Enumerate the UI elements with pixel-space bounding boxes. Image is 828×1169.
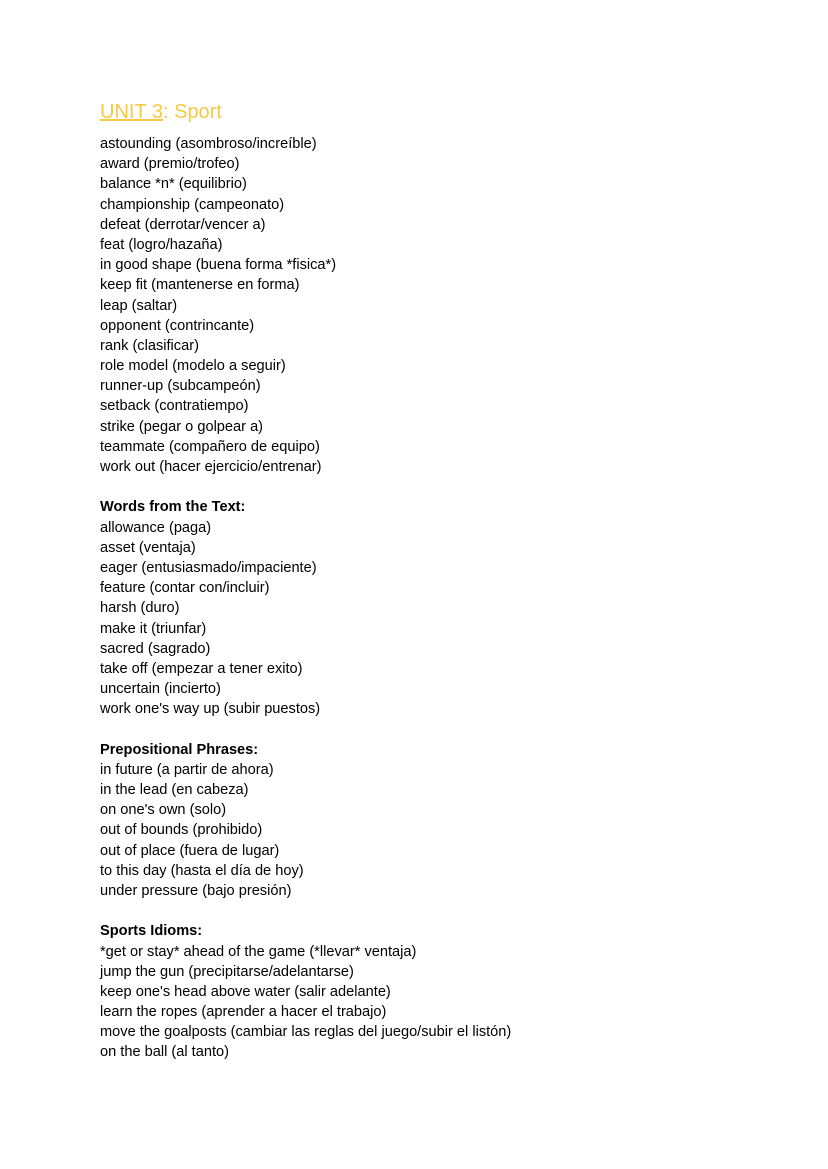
vocab-item: leap (saltar) (100, 297, 178, 314)
section-heading: Words from the Text: (100, 499, 246, 516)
words-from-text-section (100, 497, 800, 719)
idiom-item: jump the gun (precipitarse/adelantarse) (100, 963, 354, 980)
vocab-item: keep fit (mantenerse en forma) (100, 277, 300, 294)
phrase-item: to this day (hasta el día de hoy) (100, 862, 304, 879)
vocab-item: runner-up (subcampeón) (100, 378, 261, 395)
vocab-item: asset (ventaja) (100, 539, 196, 556)
vocab-item: balance *n* (equilibrio) (100, 176, 247, 193)
vocab-item: feature (contar con/incluir) (100, 580, 270, 597)
idiom-item: learn the ropes (aprender a hacer el trabajo) (100, 1004, 387, 1021)
section-heading: Sports Idioms: (100, 923, 203, 940)
vocab-item: role model (modelo a seguir) (100, 358, 286, 375)
vocab-item: take off (empezar a tener exito) (100, 660, 303, 677)
vocab-item: allowance (paga) (100, 519, 212, 536)
phrase-item: on one's own (solo) (100, 802, 227, 819)
vocab-item: harsh (duro) (100, 600, 180, 617)
vocab-item: teammate (compañero de equipo) (100, 438, 320, 455)
phrase-item: in the lead (en cabeza) (100, 782, 249, 798)
vocab-item: feat (logro/hazaña) (100, 236, 223, 253)
vocab-item: opponent (contrincante) (100, 317, 255, 334)
phrase-item: in future (a partir de ahora) (100, 761, 274, 778)
phrase-item: out of bounds (prohibido) (100, 822, 263, 839)
vocab-item: make it (triunfar) (100, 620, 207, 637)
vocab-item: defeat (derrotar/vencer a) (100, 216, 266, 233)
vocab-item: setback (contratiempo) (100, 398, 249, 415)
phrase-item: under pressure (bajo presión) (100, 882, 292, 899)
idiom-item: move the goalposts (cambiar las reglas del juego/subir el listón) (100, 1024, 512, 1041)
prepositional-phrases-section (100, 740, 800, 902)
idiom-item: *get or stay* ahead of the game (*llevar* ventaja) (100, 943, 417, 960)
unit-link[interactable]: UNIT 3 (100, 101, 163, 123)
vocabulary-section (100, 134, 800, 477)
vocab-item: uncertain (incierto) (100, 681, 221, 698)
vocab-item: award (premio/trofeo) (100, 156, 240, 173)
vocab-item: sacred (sagrado) (100, 640, 211, 657)
document-page (100, 98, 800, 1063)
idiom-item: on the ball (al tanto) (100, 1044, 229, 1061)
vocab-item: eager (entusiasmado/impaciente) (100, 559, 317, 576)
vocab-item: work out (hacer ejercicio/entrenar) (100, 459, 322, 475)
phrase-item: out of place (fuera de lugar) (100, 842, 280, 859)
title-topic: : Sport (162, 101, 222, 123)
sports-idioms-section (100, 921, 800, 1062)
vocab-item: in good shape (buena forma *fisica*) (100, 257, 337, 274)
page-title (100, 98, 800, 126)
vocab-item: strike (pegar o golpear a) (100, 418, 264, 435)
vocab-item: rank (clasificar) (100, 337, 199, 354)
section-heading: Prepositional Phrases: (100, 741, 259, 758)
idiom-item: keep one's head above water (salir adelante) (100, 983, 391, 1000)
vocab-item: championship (campeonato) (100, 196, 285, 213)
vocab-item: astounding (asombroso/increíble) (100, 136, 317, 152)
vocab-item: work one's way up (subir puestos) (100, 701, 321, 718)
